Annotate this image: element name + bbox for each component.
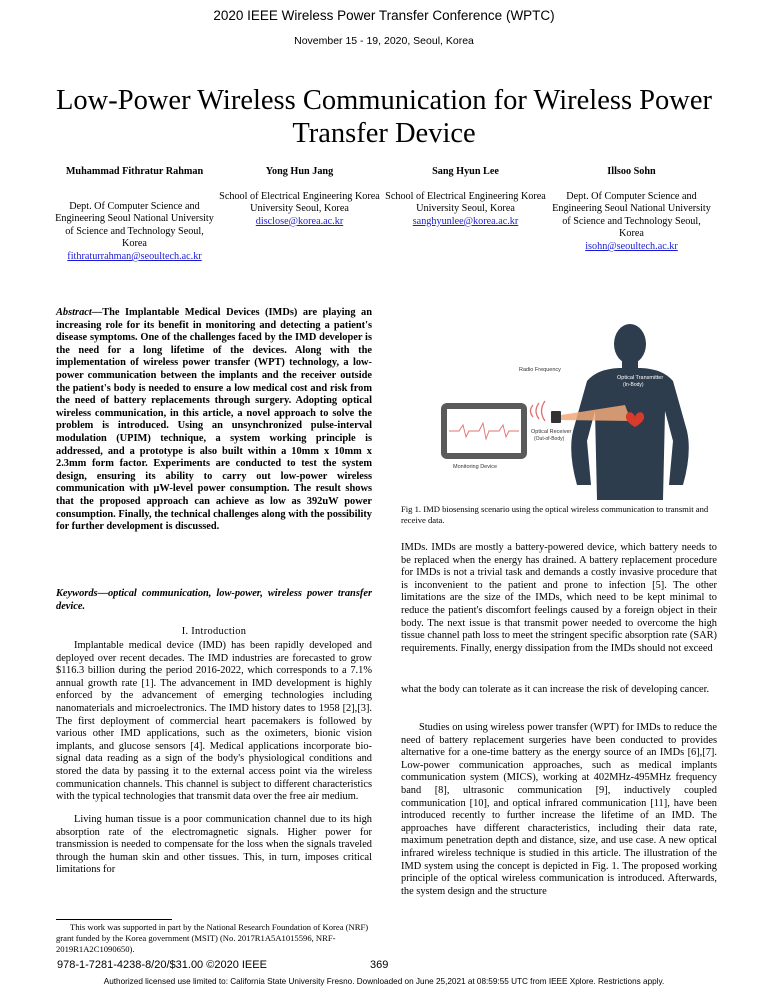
abstract-text: —The Implantable Medical Devices (IMDs) are playing an increasing role for its benefit in monitoring and detecting a patient's disease symptoms. One of the challenges faced by the IMD developer is the need for a long lifetime of the devices. Along with the implementation of wireless power transfer (WPT) technology, a low-power communication between the implants and the receiver outside the patient's body is needed to ensure a low medical cost and risk from the need of battery replacements through surgery. Adopting optical wireless communication, in this article, a novel approach to solve the problem is introduced. Using an unsynchronized pulse-interval modulation (UPIM) technique, a system working principle is addressed, and a prototype is also built within a 10mm x 10mm x 2.3mm form factor. Experiments are conducted to test the system design, ensuring its ability to carry out low-power wireless communication with µW-level power consumption. The result shows that the proposed approach can achieve as low as 392uW power consumption. Finally, the technical challenges along with the possibility for further development is discussed. [56,307,372,533]
paper-title: Low-Power Wireless Communication for Wireless Power Transfer Device [56,85,712,149]
label-optical-receiver: Optical Receiver [531,429,572,435]
intro-paragraph-1: Implantable medical device (IMD) has been rapidly developed and deployed over recent decades. The IMD industries are forecasted to grow $116.3 billion during the period 2016-2022, which corresponds to a 7.1% annual growth rate [1]. The advancement in IMD development is highly enforced by the advancement of emerging technologies including nanomaterials and microelectronics. The IMD history dates to 1958 [2],[3]. The first deployment of commercial heart pacemakers is followed by various other IMD applications, such as the oximeters, bionic vision implants, and glucose sensors [4]. Medical applications incorporate bio-signal data reading as a sign of the body's physiological conditions and stored the data by passing it to the external access point via the wireless communication channels. This channel is subject to different characteristics with the typical technologies that transmit data over the free air medium. [56,640,372,803]
right-paragraph-2: what the body can tolerate as it can increase the risk of developing cancer. [401,684,710,695]
right-paragraph-1: IMDs. IMDs are mostly a battery-powered device, which battery needs to be replaced when the energy has drained. A battery replacement procedure for IMDs is not a trivial task and demands a costly invasive procedure that is inconvenient to the patient and prone to infection [5]. The other limitations are the size of the IMDs, which need to be kept minimal to reduce the patient's discomfort feelings caused by a foreign object in their body. The next issue is that transmit power needed to overcome the high tissue channel path loss to meet the stringent specific absorption rate (SAR) requirements. Finally, energy dissipation from the IMDs should not exceed [401,542,717,654]
conference-date: November 15 - 19, 2020, Seoul, Korea [294,35,474,47]
intro-paragraph-2: Living human tissue is a poor communication channel due to its high absorption rate of the electromagnetic signals. Higher power for transmission is needed to compensate for the loss when the signals traveled through the human skin and other tissues. This, in turn, imposes critical limitations for [56,814,372,876]
author-block [383,166,548,228]
author-name: Illsoo Sohn [607,166,656,177]
author-name: Muhammad Fithratur Rahman [65,166,204,177]
page-number: 369 [370,959,389,971]
footnote: This work was supported in part by the National Research Foundation of Korea (NRF) grant funded by the Korea government (MSIT) (No. 2017R1A5A1015596, NRF-2019R1A2C1090650). [56,922,369,954]
receiver-device-icon [551,411,561,423]
figure-1-illustration [401,313,712,500]
footnote-divider [56,919,172,920]
keywords-text: Keywords—optical communication, low-power, wireless power transfer device. [56,588,372,612]
figure-caption: Fig 1. IMD biosensing scenario using the optical wireless communication to transmit and receive data. [401,504,709,525]
license-line: Authorized licensed use limited to: California State University Fresno. Downloaded on June 25,2021 at 08:59:55 UTC from IEEE Xplore. Restrictions apply. [103,977,665,986]
author-block [52,166,217,264]
label-radio-frequency: Radio Frequency [519,367,561,373]
label-receiver-sub: (Out-of-Body) [534,436,565,442]
isbn-line: 978-1-7281-4238-8/20/$31.00 ©2020 IEEE [57,959,267,971]
radio-wave-icon [531,405,534,417]
author-email[interactable]: sanghyunlee@korea.ac.kr [412,215,519,227]
author-affiliation: Dept. Of Computer Science and Engineering Seoul National University of Science and Technology Seoul, Korea [552,190,711,240]
radio-wave-icon [542,401,546,421]
author-affiliation: Dept. Of Computer Science and Engineering Seoul National University of Science and Technology Seoul, Korea [55,200,214,250]
author-name: Yong Hun Jang [265,166,334,177]
radio-wave-icon [536,403,539,419]
author-affiliation: School of Electrical Engineering Korea University Seoul, Korea [385,190,546,215]
author-block [549,166,714,254]
author-email[interactable]: fithraturrahman@seoultech.ac.kr [67,250,202,262]
right-paragraph-3: Studies on using wireless power transfer (WPT) for IMDs to reduce the need of battery replacement surgeries have been conducted to provides alternative for a one-time battery as the energy source of an IMDs [6],[7]. Low-power communication approaches, such as medical implants communication system (MICS), working at 402MHz-495MHz frequency band [8], ultrasonic communication [9], inductively coupled communication [10], and optical infrared communication [11], have been introduced recently to further increase the lifetime of an IMD. The approaches have different characteristics, including their data rate, maximum penetration depth and distance, size, and use case. A new optical infrared wireless technique is studied in this article. The illustration of the IMD system using the concept is depicted in Fig. 1. The proposed working principle of the optical wireless communication is introduced. Afterwards, the system design and the structure [401,722,717,897]
author-block [217,166,382,228]
abstract-label: Abstract [56,307,92,318]
author-email[interactable]: isohn@seoultech.ac.kr [585,240,678,252]
author-name: Sang Hyun Lee [432,166,499,177]
abstract [56,307,372,534]
keywords [56,588,372,613]
author-affiliation: School of Electrical Engineering Korea University Seoul, Korea [219,190,380,215]
author-email[interactable]: disclose@korea.ac.kr [255,215,344,227]
label-transmitter-sub: (In-Body) [623,382,644,388]
conference-name: 2020 IEEE Wireless Power Transfer Conference (WPTC) [213,8,555,23]
section-heading: I. Introduction [181,626,247,637]
label-monitoring-device: Monitoring Device [453,464,498,470]
label-optical-transmitter: Optical Transmitter [617,375,664,381]
